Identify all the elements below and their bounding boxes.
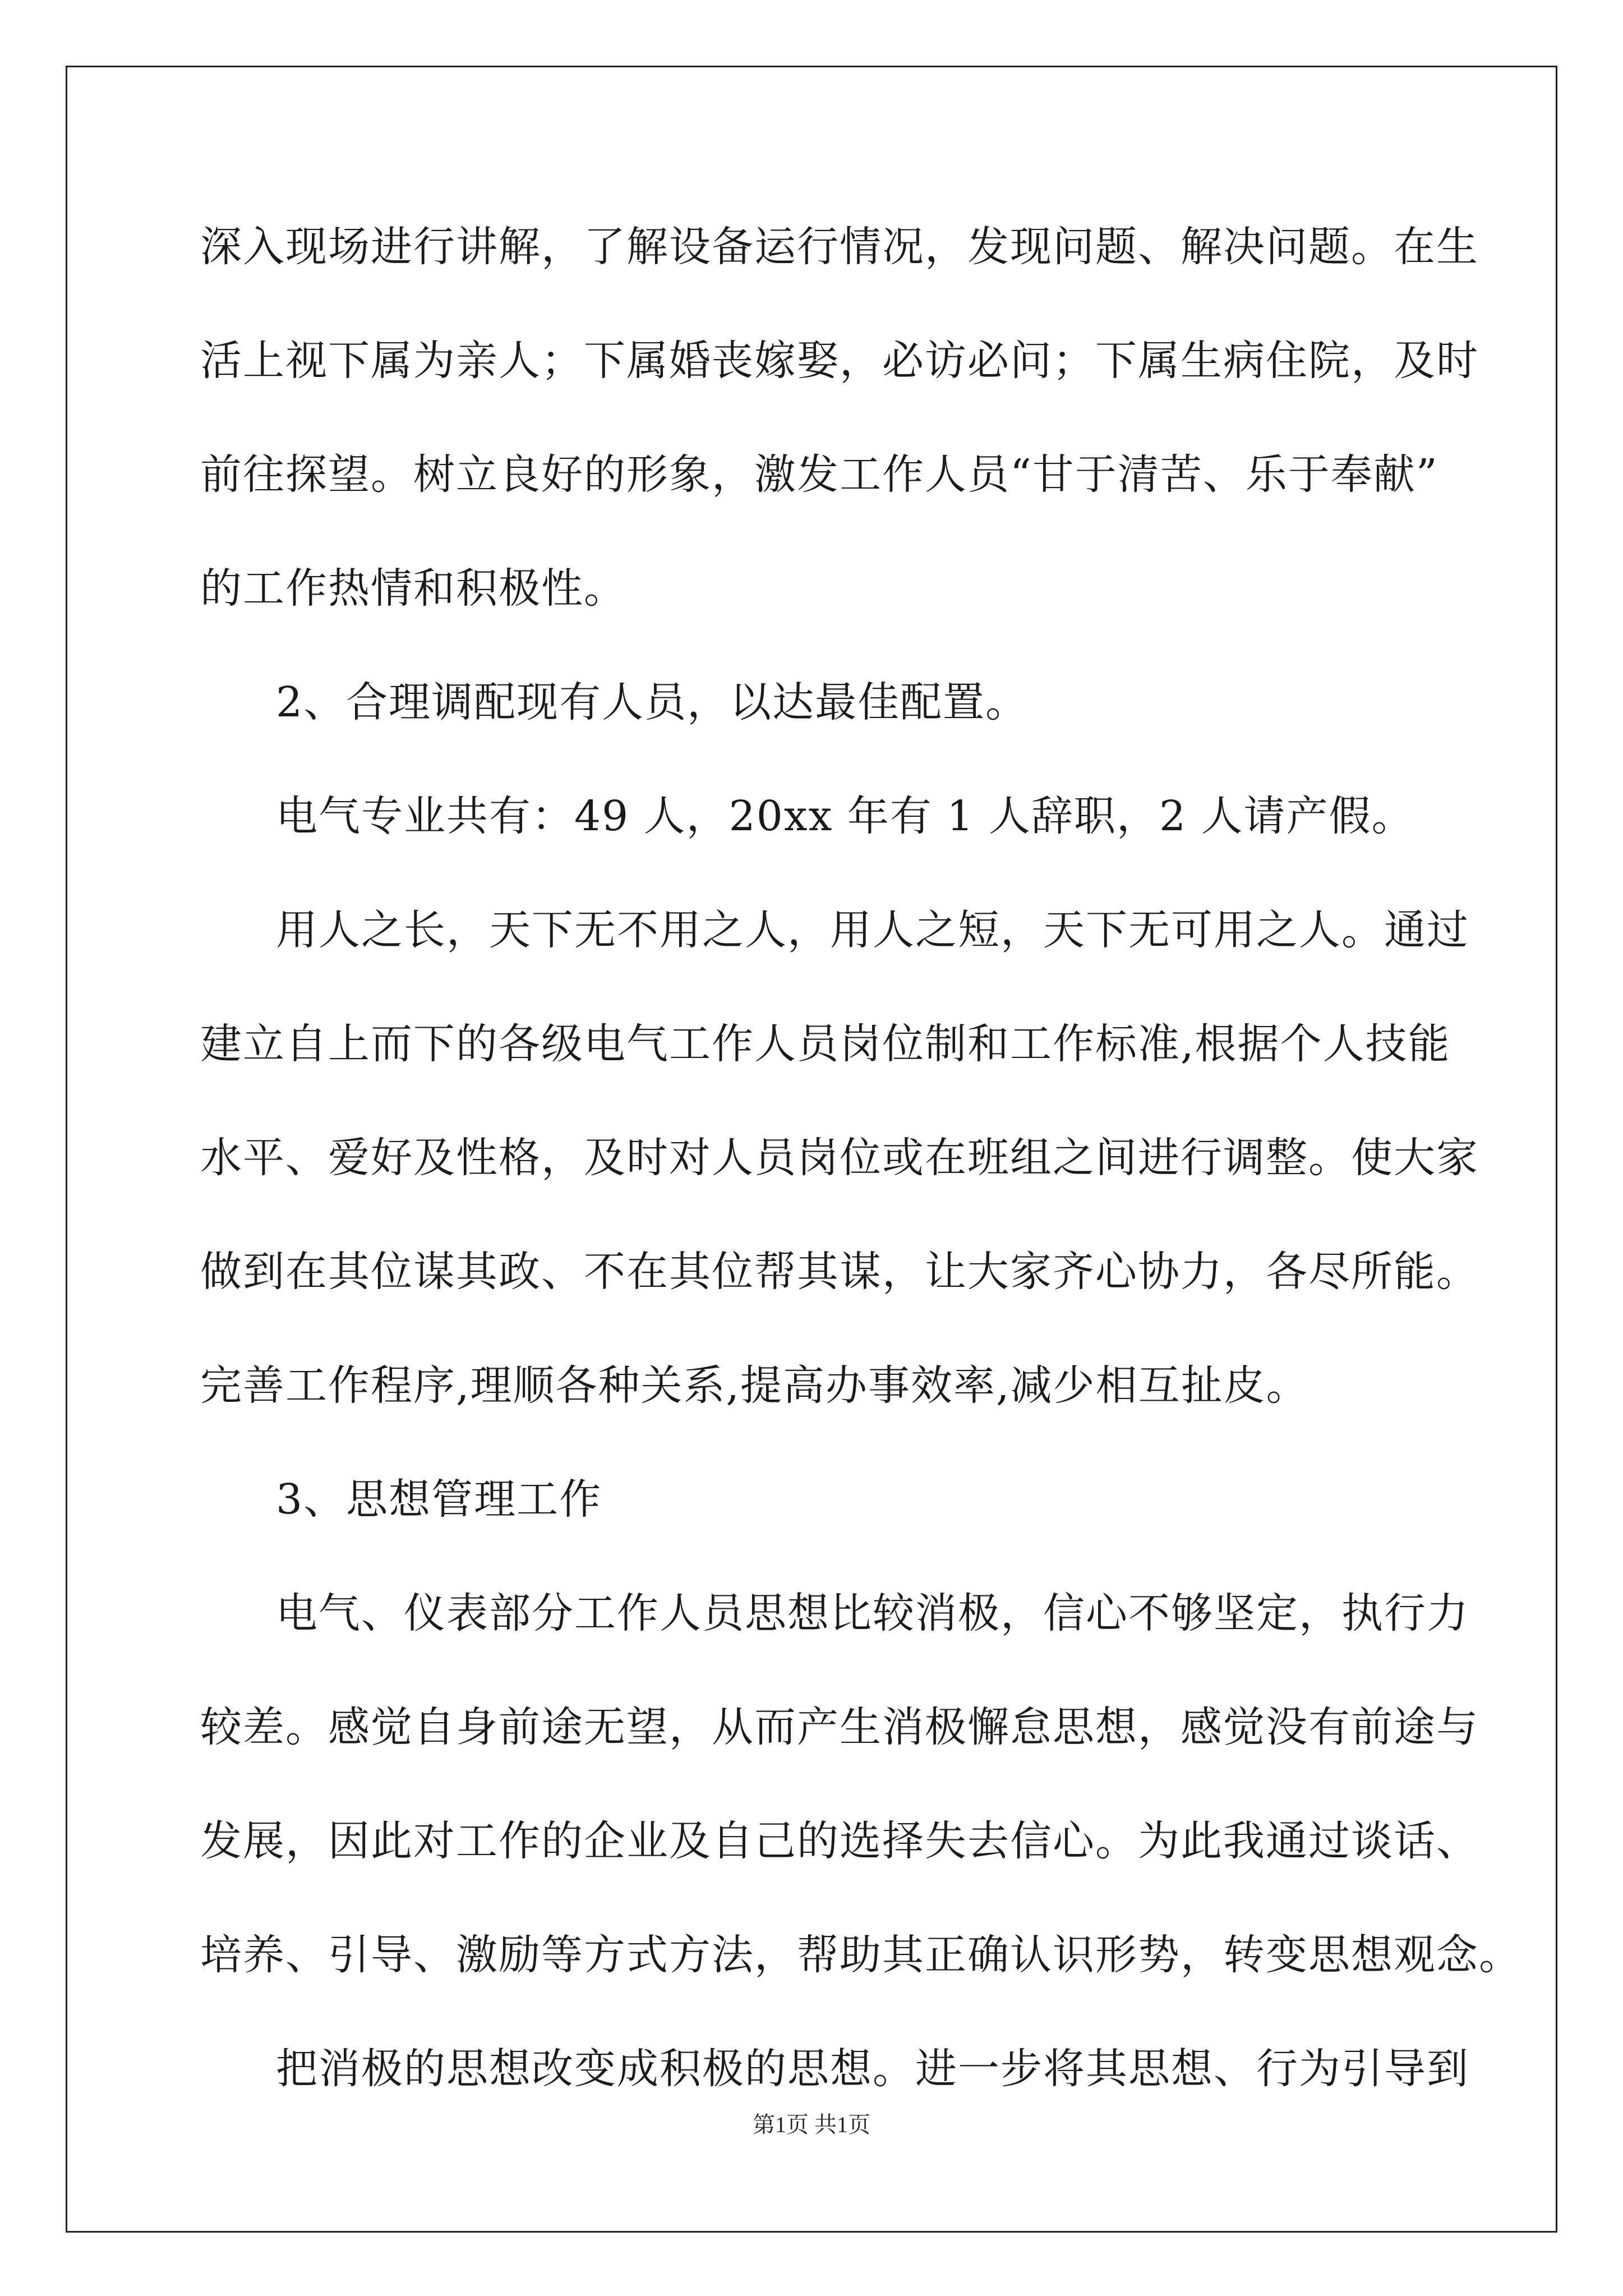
text-line: 电气、仪表部分工作人员思想比较消极，信心不够坚定，执行力 [276,1589,1469,1637]
section-heading: 3、思想管理工作 [276,1475,602,1524]
text-line: 水平、爱好及性格，及时对人员岗位或在班组之间进行调整。使大家 [200,1134,1479,1182]
page-footer: 第1页 共1页 [753,2112,870,2137]
text-line: 的工作热情和积极性。 [200,564,626,613]
text-line: 电气专业共有：49 人，20xx 年有 1 人辞职，2 人请产假。 [276,792,1414,840]
text-line: 完善工作程序,理顺各种关系,提高办事效率,减少相互扯皮。 [200,1361,1309,1410]
text-line: 建立自上而下的各级电气工作人员岗位制和工作标准,根据个人技能 [200,1020,1451,1068]
text-line: 深入现场进行讲解，了解设备运行情况，发现问题、解决问题。在生 [200,223,1479,271]
text-line: 用人之长，天下无不用之人，用人之短，天下无可用之人。通过 [276,906,1469,954]
text-line: 较差。感觉自身前途无望，从而产生消极懈怠思想，感觉没有前途与 [200,1703,1479,1751]
text-line: 培养、引导、激励等方式方法，帮助其正确认识形势，转变思想观念。 [200,1931,1521,1979]
text-line: 把消极的思想改变成积极的思想。进一步将其思想、行为引导到 [276,2045,1469,2093]
text-line: 活上视下属为亲人；下属婚丧嫁娶，必访必问；下属生病住院，及时 [200,337,1479,385]
text-line: 发展，因此对工作的企业及自己的选择失去信心。为此我通过谈话、 [200,1817,1479,1865]
text-line: 前往探望。树立良好的形象，激发工作人员“甘于清苦、乐于奉献” [200,450,1438,499]
text-line: 做到在其位谋其政、不在其位帮其谋，让大家齐心协力，各尽所能。 [200,1248,1479,1296]
section-heading: 2、合理调配现有人员，以达最佳配置。 [276,678,1029,726]
